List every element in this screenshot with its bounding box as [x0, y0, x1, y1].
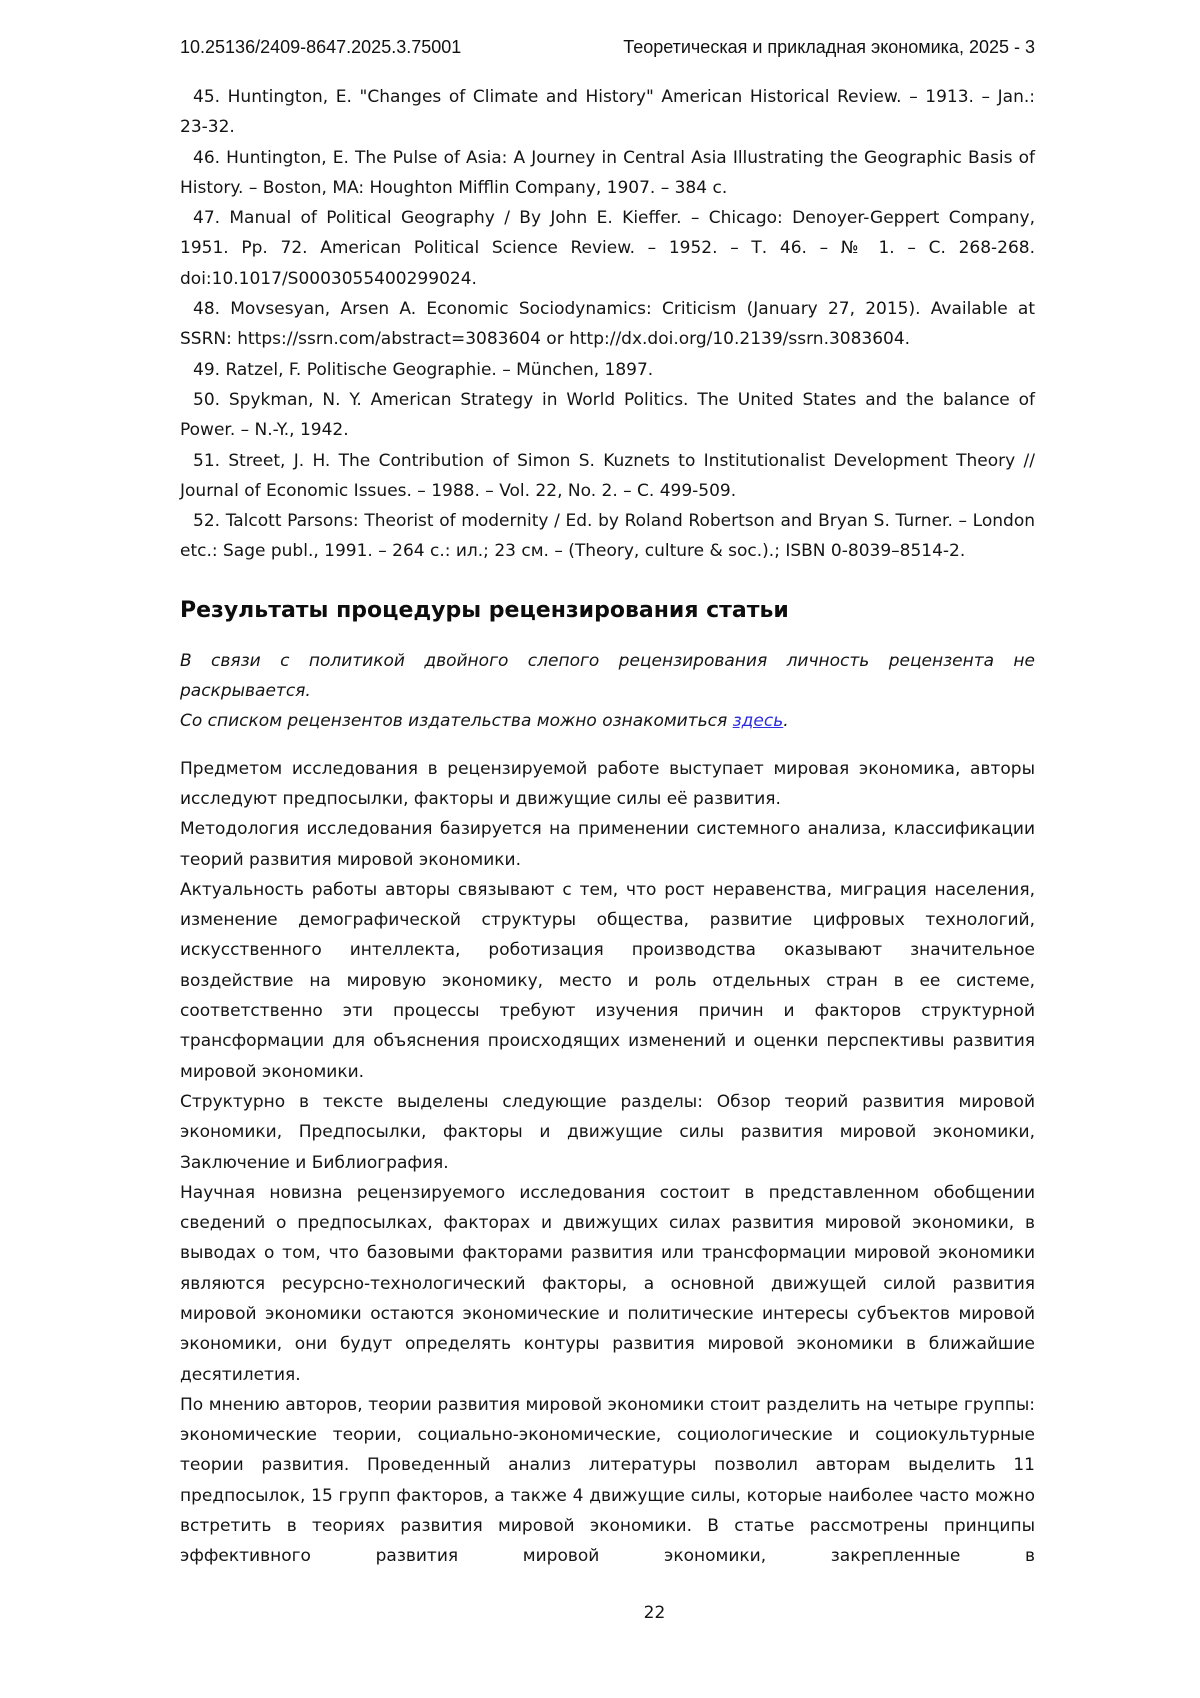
reference-item: 45. Huntington, E. "Changes of Climate and History" American Historical Review. – 1913. – Jan.: 23-32.: [180, 87, 1035, 138]
review-disclaimer: [180, 646, 1035, 737]
review-paragraph-relevance: Актуальность работы авторы связывают с тем, что рост неравенства, миграция населения, изменение демографической структуры общества, развитие цифровых технологий, искусственного интеллекта, роботизация производства оказывают значительное воздействие на мировую экономику, место и роль отдельных стран в ее системе, соответственно эти процессы требуют изучения причин и факторов структурной трансформации для объяснения происходящих изменений и оценки перспективы развития мировой экономики.: [180, 879, 1035, 1082]
header-doi: 10.25136/2409-8647.2025.3.75001: [180, 37, 462, 57]
reference-item: 51. Street, J. H. The Contribution of Simon S. Kuznets to Institutionalist Development Theory // Journal of Economic Issues. – 1988. – Vol. 22, No. 2. – С. 499-509.: [180, 450, 1035, 501]
review-body: [180, 754, 1035, 1572]
disclaimer-link-suffix: .: [783, 711, 789, 732]
references-list: [180, 82, 1035, 567]
running-header: [0, 0, 1200, 58]
reference-item: 50. Spykman, N. Y. American Strategy in World Politics. The United States and the balance of Power. – N.-Y., 1942.: [180, 389, 1035, 441]
reference-item: 49. Ratzel, F. Politische Geographie. – München, 1897.: [193, 359, 654, 380]
page-content: [0, 82, 1200, 1628]
reference-item: 52. Talcott Parsons: Theorist of modernity / Ed. by Roland Robertson and Bryan S. Turner. – London etc.: Sage publ., 1991. – 264 с.: ил.; 23 см. – (Theory, culture & soc.).; ISBN 0-8039–8514-2.: [180, 511, 1035, 562]
review-paragraph-subject: Предметом исследования в рецензируемой работе выступает мировая экономика, авторы исследуют предпосылки, факторы и движущие силы её развития.: [180, 758, 1035, 809]
disclaimer-link-prefix: Со списком рецензентов издательства можно ознакомиться: [180, 711, 733, 732]
header-journal-title: Теоретическая и прикладная экономика, 2025 - 3: [623, 37, 1035, 57]
disclaimer-text: В связи с политикой двойного слепого рецензирования личность рецензента не раскрывается.: [180, 650, 1035, 702]
review-paragraph-structure: Структурно в тексте выделены следующие разделы: Обзор теорий развития мировой экономики, Предпосылки, факторы и движущие силы развития мировой экономики, Заключение и Библиография.: [180, 1091, 1035, 1173]
reference-item: 47. Manual of Political Geography / By John E. Kieffer. – Chicago: Denoyer-Geppert Company, 1951. Pp. 72. American Political Science Review. – 1952. – Т. 46. – № 1. – С. 268-268. doi:10.1017/S0003055400299024.: [180, 208, 1035, 289]
review-paragraph-methodology: Методология исследования базируется на применении системного анализа, классификации теорий развития мировой экономики.: [180, 819, 1035, 870]
reviewers-list-link[interactable]: здесь: [732, 711, 784, 732]
review-paragraph-authors-opinion: По мнению авторов, теории развития мировой экономики стоит разделить на четыре группы: экономические теории, социально-экономические, социологические и социокультурные теории развития. Проведенный анализ литературы позволил авторам выделить 11 предпосылок, 15 групп факторов, а также 4 движущие силы, которые наиболее часто можно встретить в теориях развития мировой экономики. В статье рассмотрены принципы эффективного развития мировой экономики, закрепленные в: [180, 1394, 1035, 1567]
page-number: 22: [643, 1602, 666, 1623]
reference-item: 48. Movsesyan, Arsen A. Economic Sociodynamics: Criticism (January 27, 2015). Available at SSRN: https://ssrn.com/abstract=3083604 or http://dx.doi.org/10.2139/ssrn.3083604.: [180, 299, 1035, 350]
review-section-heading: Результаты процедуры рецензирования статьи: [180, 597, 789, 623]
review-paragraph-novelty: Научная новизна рецензируемого исследования состоит в представленном обобщении сведений о предпосылках, факторах и движущих силах развития мировой экономики, в выводах о том, что базовыми факторами развития или трансформации мировой экономики являются ресурсно-технологический факторы, а основной движущей силой развития мировой экономики остаются экономические и политические интересы субъектов мировой экономики, они будут определять контуры развития мировой экономики в ближайшие десятилетия.: [180, 1182, 1035, 1385]
disclaimer-reviewers-line: [180, 706, 1035, 736]
reference-item: 46. Huntington, E. The Pulse of Asia: A Journey in Central Asia Illustrating the Geographic Basis of History. – Boston, MA: Houghton Mifflin Company, 1907. – 384 с.: [180, 147, 1035, 198]
